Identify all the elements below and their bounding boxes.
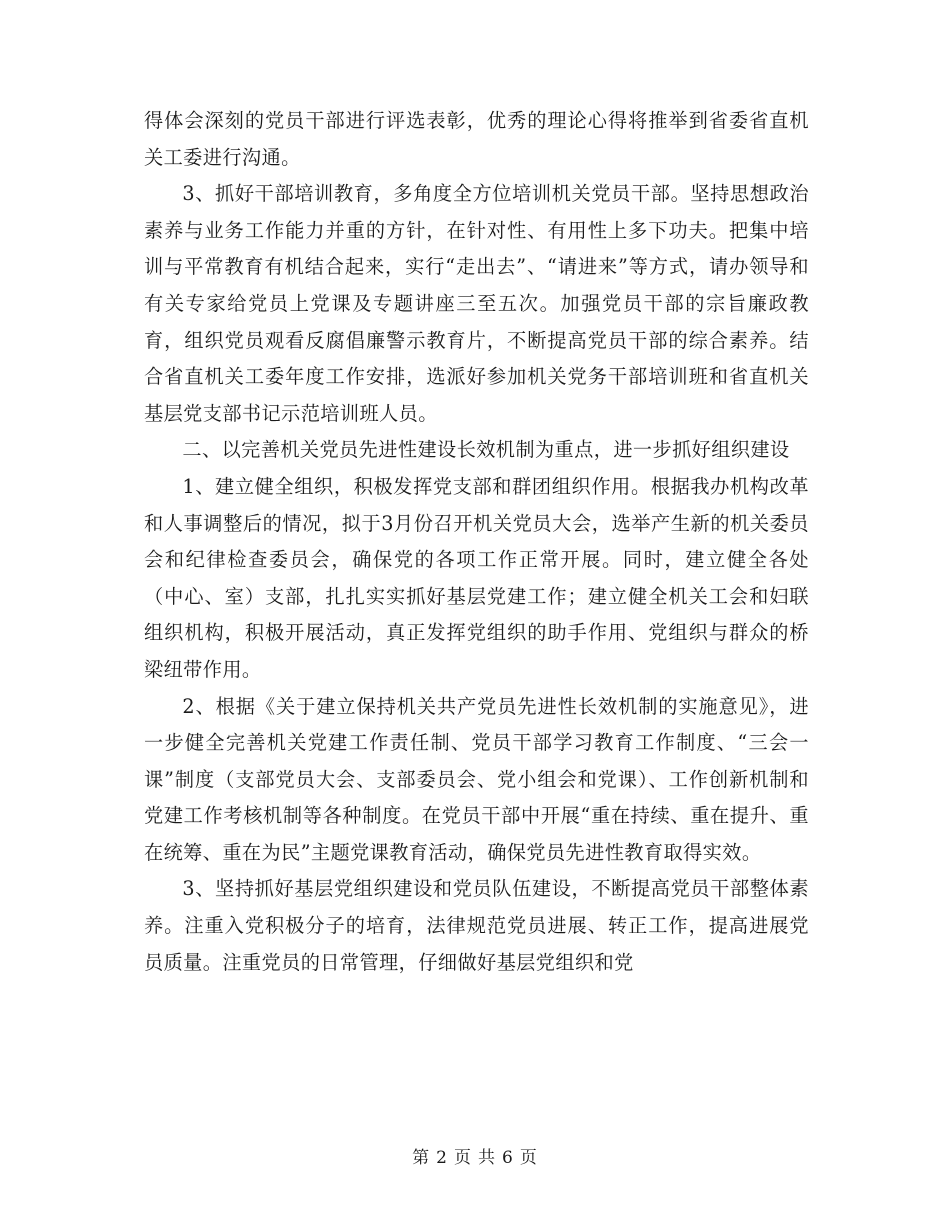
paragraph-5: 3、坚持抓好基层党组织建设和党员队伍建设，不断提高党员干部整体素养。注重入党积极分子的培育，法律规范党员进展、转正工作，提高进展党员质量。注重党员的日常管理，仔细做好基层党组织和党 [144,877,809,974]
footer-total-unit: 页 [519,1148,538,1168]
footer-page-unit: 页 [454,1148,472,1168]
paragraph-1: 得体会深刻的党员干部进行评选表彰，优秀的理论心得将推举到省委省直机关工委进行沟通。 [144,109,809,169]
footer-total-prefix: 共 [478,1148,496,1168]
total-pages-number: 6 [502,1148,514,1168]
paragraph-2: 3、抓好干部培训教育，多角度全方位培训机关党员干部。坚持思想政治素养与业务工作能力并重的方针，在针对性、有用性上多下功夫。把集中培训与平常教育有机结合起来，实行“走出去”、“请进来”等方式，请办领导和有关专家给党员上党课及专题讲座三至五次。加强党员干部的宗旨廉政教育，组织党员观看反腐倡廉警示教育片，不断提高党员干部的综合素养。结合省直机关工委年度工作安排，选派好参加机关党务干部培训班和省直机关基层党支部书记示范培训班人员。 [144,182,809,425]
footer-prefix: 第 [412,1148,431,1168]
current-page-number: 2 [436,1148,448,1168]
paragraph-3: 1、建立健全组织，积极发挥党支部和群团组织作用。根据我办机构改革和人事调整后的情况，拟于3月份召开机关党员大会，选举产生新的机关委员会和纪律检查委员会，确保党的各项工作正常开展。同时，建立健全各处（中心、室）支部，扎扎实实抓好基层党建工作；建立健全机关工会和妇联组织机构，积极开展活动，真正发挥党组织的助手作用、党组织与群众的桥梁纽带作用。 [144,474,809,681]
page-footer [0,1143,950,1168]
paragraph-4: 2、根据《关于建立保持机关共产党员先进性长效机制的实施意见》，进一步健全完善机关党建工作责任制、党员干部学习教育工作制度、“三会一课”制度（支部党员大会、支部委员会、党小组会和党课）、工作创新机制和党建工作考核机制等各种制度。在党员干部中开展“重在持续、重在提升、重在统筹、重在为民”主题党课教育活动，确保党员先进性教育取得实效。 [144,694,809,864]
section-heading-2: 二、以完善机关党员先进性建设长效机制为重点，进一步抓好组织建设 [182,438,790,462]
body-text [144,103,809,981]
